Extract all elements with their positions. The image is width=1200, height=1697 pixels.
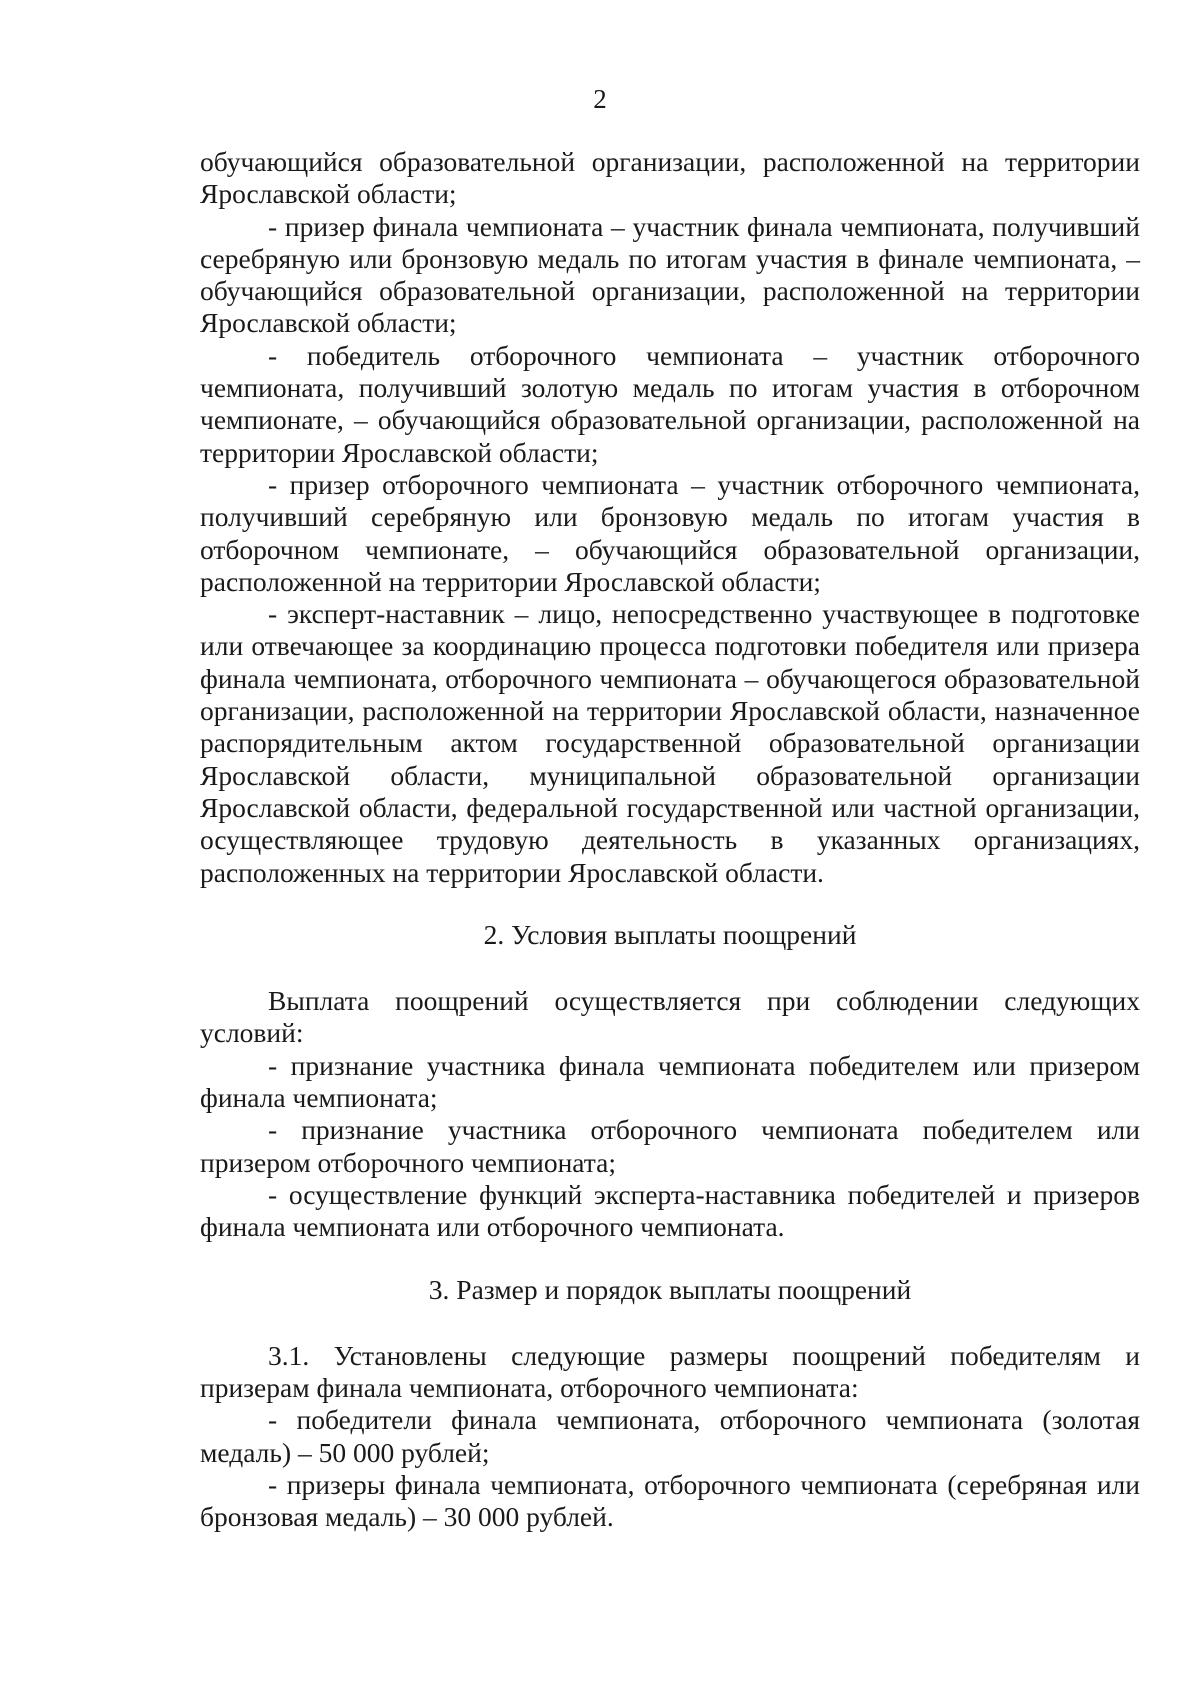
definition-prizer-final: - призер финала чемпионата – участник финала чемпионата, получивший серебряную или бронзовую медаль по итогам участия в финале чемпионата, – обучающийся образовательной организации, расположенной на территории Ярославской области; bbox=[200, 210, 1140, 339]
spacer bbox=[200, 1244, 1140, 1274]
spacer bbox=[200, 889, 1140, 919]
definition-winner-qualifying: - победитель отборочного чемпионата – участник отборочного чемпионата, получивший золотую медаль по итогам участия в отборочном чемпионате, – обучающийся образовательной организации, расположенной на территории Ярославской области; bbox=[200, 339, 1140, 468]
condition-qualifying: - признание участника отборочного чемпионата победителем или призером отборочного чемпионата; bbox=[200, 1114, 1140, 1178]
conditions-intro: Выплата поощрений осуществляется при соблюдении следующих условий: bbox=[200, 985, 1140, 1049]
clause-3-1: 3.1. Установлены следующие размеры поощрений победителям и призерам финала чемпионата, отборочного чемпионата: bbox=[200, 1339, 1140, 1404]
section-3-heading: 3. Размер и порядок выплаты поощрений bbox=[428, 1273, 912, 1305]
definition-prizer-qualifying: - призер отборочного чемпионата – участник отборочного чемпионата, получивший серебряную или бронзовую медаль по итогам участия в отборочном чемпионате, – обучающийся образовательной организации, расположенной на территории Ярославской области; bbox=[200, 468, 1140, 597]
amount-winners: - победители финала чемпионата, отборочного чемпионата (золотая медаль) – 50 000 рублей; bbox=[200, 1404, 1140, 1468]
condition-expert: - осуществление функций эксперта-наставника победителей и призеров финала чемпионата или отборочного чемпионата. bbox=[200, 1178, 1140, 1243]
amount-prizers: - призеры финала чемпионата, отборочного чемпионата (серебряная или бронзовая медаль) – 30 000 рублей. bbox=[200, 1468, 1140, 1533]
page-number: 2 bbox=[593, 84, 607, 114]
spacer bbox=[200, 1306, 1140, 1340]
section-2-heading: 2. Условия выплаты поощрений bbox=[483, 918, 857, 950]
paragraph-continuation: обучающийся образовательной организации, расположенной на территории Ярославской области; bbox=[200, 146, 1140, 210]
spacer bbox=[200, 951, 1140, 985]
condition-final: - признание участника финала чемпионата победителем или призером финала чемпионата; bbox=[200, 1049, 1140, 1114]
definition-expert-mentor: - эксперт-наставник – лицо, непосредственно участвующее в подготовке или отвечающее за координацию процесса подготовки победителя или призера финала чемпионата, отборочного чемпионата – обучающегося образовательной организации, расположенной на территории Ярославской области, назначенное распорядительным актом государственной образовательной организации Ярославской области, муниципальной образовательной организации Ярославской области, федеральной государственной или частной организации, осуществляющее трудовую деятельность в указанных организациях, расположенных на территории Ярославской области. bbox=[200, 598, 1140, 888]
document-body bbox=[200, 146, 1140, 1534]
